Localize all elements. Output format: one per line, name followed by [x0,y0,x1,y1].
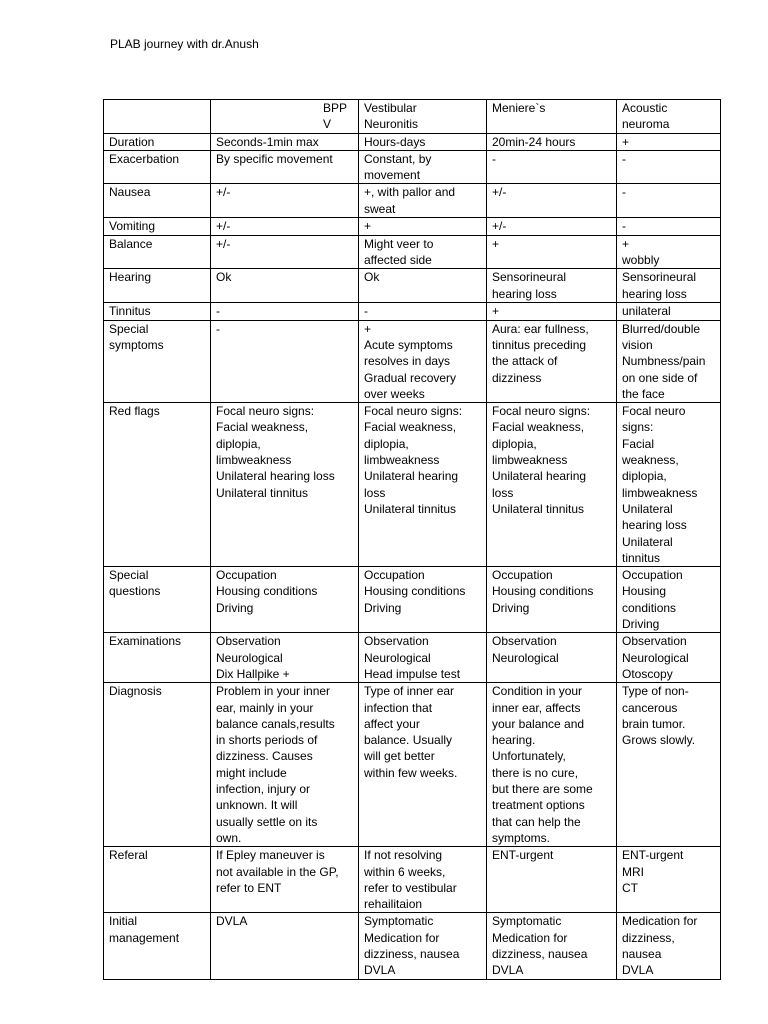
table-cell: Seconds-1min max [211,133,359,150]
row-label: Red flags [104,403,211,567]
table-cell: Might veer to affected side [359,235,487,269]
row-label: Balance [104,235,211,269]
table-cell: Observation Neurological [487,633,617,683]
table-cell: - [617,218,721,235]
table-row [104,847,721,913]
table-row [104,633,721,683]
table-cell: - [617,150,721,184]
table-cell: Occupation Housing conditions Driving [617,567,721,633]
table-row [104,683,721,847]
table-cell: Occupation Housing conditions Driving [211,567,359,633]
table-cell: - [617,184,721,218]
table-cell: Sensorineural hearing loss [487,269,617,303]
row-label: Initial management [104,913,211,979]
table-cell: If Epley maneuver is not available in the GP, refer to ENT [211,847,359,913]
table-cell: Type of inner ear infection that affect your balance. Usually will get better within few weeks. [359,683,487,847]
table-cell: Hours-days [359,133,487,150]
table-cell: + [487,303,617,320]
table-cell: By specific movement [211,150,359,184]
table-cell: Constant, by movement [359,150,487,184]
table-cell: Aura: ear fullness, tinnitus preceding the attack of dizziness [487,320,617,402]
table-cell: - [359,303,487,320]
table-row [104,269,721,303]
header-cell-vestibular-neuronitis: Vestibular Neuronitis [359,100,487,134]
page-header-title: PLAB journey with dr.Anush [110,37,259,51]
vertigo-comparison-table [103,99,721,980]
table-cell: Blurred/double vision Numbness/pain on one side of the face [617,320,721,402]
row-label: Nausea [104,184,211,218]
table-cell: If not resolving within 6 weeks, refer to vestibular rehailitaion [359,847,487,913]
row-label: Duration [104,133,211,150]
table-cell: Focal neuro signs: Facial weakness, diplopia, limbweakness Unilateral hearing loss Unilateral tinnitus [617,403,721,567]
table-row [104,150,721,184]
table-cell: Focal neuro signs: Facial weakness, diplopia, limbweakness Unilateral hearing loss Unilateral tinnitus [211,403,359,567]
table-cell: ENT-urgent MRI CT [617,847,721,913]
table-cell: + [359,218,487,235]
table-cell: + [487,235,617,269]
row-label: Hearing [104,269,211,303]
table-cell: - [211,320,359,402]
table-cell: + [617,133,721,150]
table-row [104,303,721,320]
table-cell: Occupation Housing conditions Driving [359,567,487,633]
header-cell-acoustic-neuroma: Acoustic neuroma [617,100,721,134]
table-row [104,184,721,218]
table-cell: +, with pallor and sweat [359,184,487,218]
table-cell: Observation Neurological Dix Hallpike + [211,633,359,683]
table-row [104,403,721,567]
row-label: Exacerbation [104,150,211,184]
table-cell: Observation Neurological Head impulse test [359,633,487,683]
table-cell: Sensorineural hearing loss [617,269,721,303]
header-cell-bppv: BPPV [211,100,359,134]
table-cell: +/- [211,235,359,269]
table-cell: +/- [487,218,617,235]
table-row [104,235,721,269]
table-cell: Problem in your inner ear, mainly in your balance canals,results in shorts periods of dizziness. Causes might include infection, injury or unknown. It will usually settle on its own. [211,683,359,847]
table-row [104,320,721,402]
row-label: Special symptoms [104,320,211,402]
table-cell: Focal neuro signs: Facial weakness, diplopia, limbweakness Unilateral hearing loss Unilateral tinnitus [487,403,617,567]
table-cell: Ok [211,269,359,303]
row-label: Diagnosis [104,683,211,847]
row-label: Special questions [104,567,211,633]
table-row [104,567,721,633]
table-cell: 20min-24 hours [487,133,617,150]
table-row [104,913,721,979]
table-cell: Observation Neurological Otoscopy [617,633,721,683]
table-cell: Focal neuro signs: Facial weakness, diplopia, limbweakness Unilateral hearing loss Unilateral tinnitus [359,403,487,567]
table-cell: + wobbly [617,235,721,269]
table-cell: DVLA [211,913,359,979]
table-cell: - [211,303,359,320]
table-row [104,133,721,150]
row-label: Examinations [104,633,211,683]
row-label: Vomiting [104,218,211,235]
table-cell: Medication for dizziness, nausea DVLA [617,913,721,979]
table-cell: +/- [211,218,359,235]
row-label: Referal [104,847,211,913]
table-cell: Condition in your inner ear, affects your balance and hearing. Unfortunately, there is no cure, but there are some treatment options that can help the symptoms. [487,683,617,847]
table-cell: Type of non- cancerous brain tumor. Grows slowly. [617,683,721,847]
header-cell-empty [104,100,211,134]
table-cell: +/- [487,184,617,218]
row-label: Tinnitus [104,303,211,320]
table-cell: Symptomatic Medication for dizziness, nausea DVLA [487,913,617,979]
table-row [104,218,721,235]
table-cell: Occupation Housing conditions Driving [487,567,617,633]
table-cell: unilateral [617,303,721,320]
table-cell: Symptomatic Medication for dizziness, nausea DVLA [359,913,487,979]
table-cell: - [487,150,617,184]
table-cell: Ok [359,269,487,303]
header-cell-menieres: Meniere`s [487,100,617,134]
table-cell: + Acute symptoms resolves in days Gradual recovery over weeks [359,320,487,402]
table-cell: ENT-urgent [487,847,617,913]
table-cell: +/- [211,184,359,218]
table-header-row [104,100,721,134]
